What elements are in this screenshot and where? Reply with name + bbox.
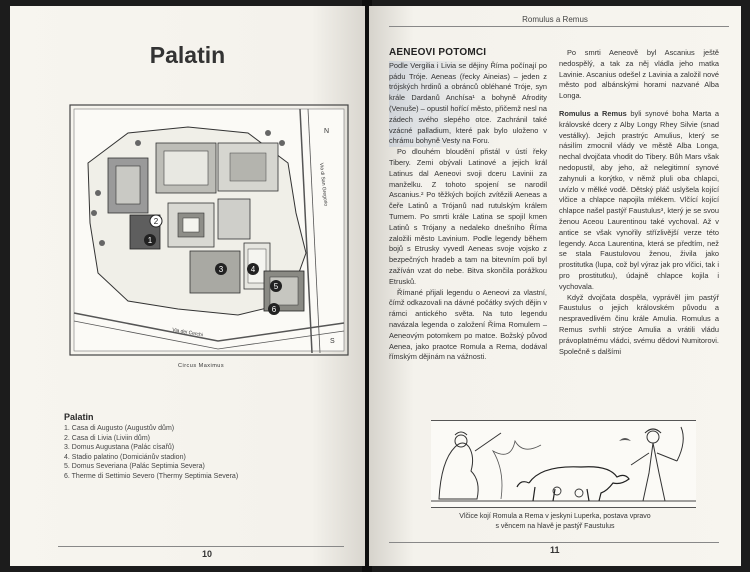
svg-text:6: 6: [271, 305, 277, 314]
paragraph: Po smrti Aeneově byl Ascanius ještě nedospělý, a tak za něj vládla jeho matka Lavinie. Ascanius odešel z Lavinia a založil nové město pod albánskými horami nazvané Alba Longa.: [559, 48, 719, 101]
running-header: Romulus a Remus: [522, 15, 588, 24]
relief-illustration: [431, 420, 696, 508]
bold-lead: Romulus a Remus: [559, 108, 627, 118]
right-page: [369, 6, 741, 566]
footer-rule: [389, 542, 719, 543]
palatine-map: [68, 103, 350, 375]
text-column-left: [389, 48, 547, 363]
svg-text:5: 5: [273, 282, 279, 291]
map-label-via-dei-cerchi: Via dei Cerchi: [171, 327, 204, 339]
legend-heading: Palatin: [64, 412, 94, 422]
footer-rule: [58, 546, 344, 547]
map-legend: [64, 424, 238, 482]
text-column-right: [559, 48, 719, 357]
page-title: Palatin: [149, 42, 226, 68]
paragraph: Když dvojčata dospěla, vyprávěl jim pastýř Faustulus o jejich královském původu a nespravedlivém činu krále Amulia. Romulus a Remus svrhli strýce Amulia a vrátili vládu právoplatnému vládci, svému dědovi Numitorovi. Společně s dalšími: [559, 292, 719, 356]
map-marker-4: [247, 263, 259, 275]
svg-text:1: 1: [147, 236, 153, 245]
legend-item: 5. Domus Severiana (Palác Septimia Severa): [64, 463, 205, 471]
caption-line: Vlčice kojí Romula a Rema v jeskyni Luperka, postava vpravo: [459, 513, 651, 520]
paragraph: Podle Vergilia i Livia se dějiny Říma počínají po pádu Tróje. Aeneas (řecky Aineias) – jeden z trójských hrdinů a obránců obléhané Tróje, syn krále Dardanů Anchísa¹ a bohyně Afrodity (Venuše) – opustil hořící město, přičemž nesl na zádech svého slepého otce. Zachránil také vzácné palladium, které pak bylo uloženo v chrámu bohyně Vesty na Foru.: [389, 60, 547, 146]
map-label-via-di-san-gregorio: Via di San Gregorio: [318, 162, 329, 207]
map-label-south: S: [330, 338, 335, 345]
map-label-circus-maximus: Circus Maximus: [178, 363, 225, 369]
paragraph: [559, 109, 719, 293]
legend-item: 2. Casa di Livia (Liviin dům): [64, 434, 150, 442]
paragraph: Římané přijali legendu o Aeneovi za vlastní, čímž odkazovali na dávné počátky svých dějin v rámci antického světa. Na tuto legendu navázala legenda o založení Říma Romulem – Aeneovým potomkem po matce. Božský původ Aenea, jako praotce Romula a Rema, dodával římským dějinám na vážnosti.: [389, 287, 547, 362]
paragraph-text: byli synové boha Marta a královské dcery z Alby Longy Rhey Silvie (snad vestálky). Jejich prastrýc Amulius, který se násilím zmocnil vlády ve městě Alba Longa, nechal dvojčata vhodit do Tibery. Bůh Mars však nedopustil, aby jeho, až nelegitimní synové zahynuli a korýtko, v němž pluli oba chlapci, uvízlo v mělké vodě. Dětský pláč uslyšela kojící vlčice a chlapce napojila mlékem. Vlčící kojící chlapce našel pastýř Faustulus³, který je se svou ženou Aceou Laurentinou také vychoval. Až v antice se však vynořily střízlivější verze této legendy. Acca Laurentina, která se předtím, než se stala Faustulovou ženou, živila jako prostitutka (lupa, což byl výraz jak pro vlčici, tak i pro prostitutku), údajně chlapce kojila i vychovala.: [559, 108, 720, 291]
map-label-north: N: [324, 128, 330, 135]
map-marker-5: [270, 280, 282, 292]
legend-item: 4. Stadio palatino (Domiciánův stadion): [64, 453, 186, 461]
page-number: 10: [202, 549, 213, 559]
header-rule: [389, 26, 729, 27]
caption-line: s věncem na hlavě je pastýř Faustulus: [495, 522, 615, 530]
svg-text:2: 2: [153, 217, 159, 226]
map-marker-2: [150, 215, 162, 227]
legend-item: 6. Therme di Settimio Severo (Thermy Septimia Severa): [64, 472, 239, 480]
illustration-caption: [369, 512, 741, 531]
map-marker-6: [268, 303, 280, 315]
page-number: 11: [550, 545, 560, 555]
legend-item: 3. Domus Augustana (Palác císařů): [64, 444, 175, 452]
map-marker-3: [215, 263, 227, 275]
section-heading: AENEOVI POTOMCI: [389, 47, 487, 58]
map-marker-1: [144, 234, 156, 246]
left-page: [10, 6, 365, 566]
paragraph: Po dlouhém bloudění přistál v ústí řeky Tibery. Zemi obývali Latinové a jejich král Latinus dal Aeneovi svoji dceru Lavinii za manželku. Z tohoto spojení se narodil Ascanius.² Po těžkých bojích zvítězili Aeneas a čeře Latinů a Trójanů nad rutulským králem Turnem. Po smrti krále Latina se spojil kmen Latinů s Trójany a nedaleko dnešního Říma založili město Lavinium. Podle legendy během bojů s Etrusky vyvedl Aeneas svoje vojsko z bezpečných hradeb a tam na bitevním poli byl zažíván vzat do nebe. Bitva skončila porážkou Etrusků.: [389, 147, 547, 286]
legend-item: 1. Casa di Augusto (Augustův dům): [64, 425, 175, 432]
svg-text:3: 3: [218, 265, 224, 274]
svg-text:4: 4: [250, 265, 256, 274]
